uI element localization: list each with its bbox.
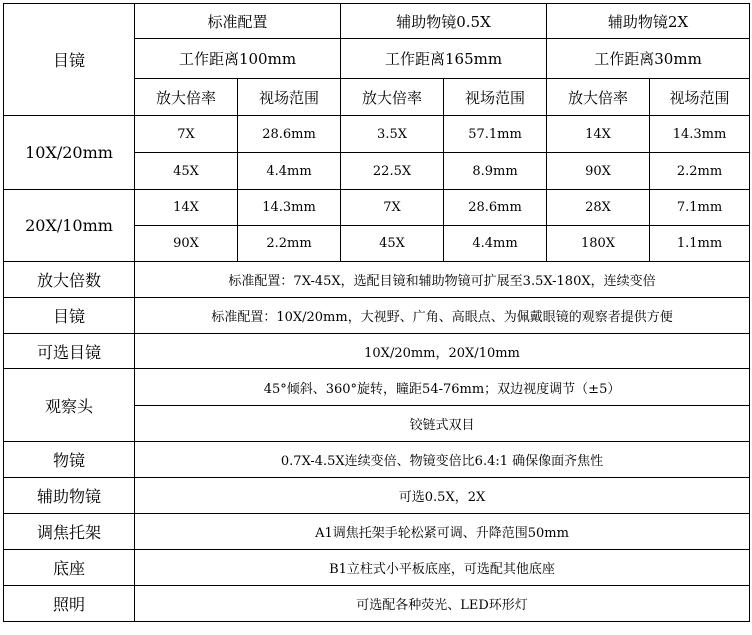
- eyepiece-group-label: 20X/10mm: [4, 190, 135, 262]
- spec-value: 45°倾斜、360°旋转，瞳距54-76mm；双边视度调节（±5）: [135, 369, 750, 406]
- spec-value: 可选配各种荧光、LED环形灯: [135, 586, 750, 622]
- spec-row-observation-head: [4, 369, 750, 406]
- spec-label: 目镜: [4, 298, 135, 334]
- column-header-magnification: 放大倍率: [135, 79, 238, 116]
- column-header-magnification: 放大倍率: [547, 79, 650, 116]
- table-cell: 7X: [341, 190, 444, 226]
- spec-row-optional-eyepiece: [4, 334, 750, 369]
- spec-label: 底座: [4, 550, 135, 586]
- table-row: [4, 116, 750, 153]
- table-cell: 22.5X: [341, 153, 444, 190]
- spec-row-aux-objective: [4, 478, 750, 514]
- spec-row-objective: [4, 442, 750, 478]
- table-cell: 28X: [547, 190, 650, 226]
- spec-value: 可选0.5X，2X: [135, 478, 750, 514]
- spec-value: A1调焦托架手轮松紧可调、升降范围50mm: [135, 514, 750, 550]
- spec-value: 10X/20mm，20X/10mm: [135, 334, 750, 369]
- config-header-aux-2x: 辅助物镜2X: [547, 4, 750, 39]
- eyepiece-header: 目镜: [4, 4, 135, 116]
- spec-row-illumination: [4, 586, 750, 622]
- working-distance-standard: 工作距离100mm: [135, 39, 341, 79]
- table-cell: 8.9mm: [444, 153, 547, 190]
- spec-table: [3, 3, 750, 622]
- spec-row-base: [4, 550, 750, 586]
- table-cell: 28.6mm: [444, 190, 547, 226]
- table-cell: 180X: [547, 226, 650, 262]
- spec-label: 调焦托架: [4, 514, 135, 550]
- table-cell: 4.4mm: [444, 226, 547, 262]
- config-header-standard: 标准配置: [135, 4, 341, 39]
- table-cell: 28.6mm: [238, 116, 341, 153]
- table-cell: 7X: [135, 116, 238, 153]
- eyepiece-group-label: 10X/20mm: [4, 116, 135, 190]
- table-cell: 2.2mm: [238, 226, 341, 262]
- table-cell: 1.1mm: [650, 226, 750, 262]
- header-row-config: [4, 4, 750, 39]
- table-cell: 14.3mm: [650, 116, 750, 153]
- spec-value: 标准配置：10X/20mm，大视野、广角、高眼点、为佩戴眼镜的观察者提供方便: [135, 298, 750, 334]
- spec-value: 0.7X-4.5X连续变倍、物镜变倍比6.4:1 确保像面齐焦性: [135, 442, 750, 478]
- spec-value: B1立柱式小平板底座，可选配其他底座: [135, 550, 750, 586]
- table-cell: 90X: [547, 153, 650, 190]
- table-cell: 90X: [135, 226, 238, 262]
- spec-label: 照明: [4, 586, 135, 622]
- table-row: [4, 190, 750, 226]
- table-cell: 14X: [135, 190, 238, 226]
- spec-label: 观察头: [4, 369, 135, 442]
- column-header-field-of-view: 视场范围: [238, 79, 341, 116]
- column-header-field-of-view: 视场范围: [650, 79, 750, 116]
- spec-label: 物镜: [4, 442, 135, 478]
- table-cell: 57.1mm: [444, 116, 547, 153]
- column-header-magnification: 放大倍率: [341, 79, 444, 116]
- spec-label: 放大倍数: [4, 262, 135, 298]
- working-distance-aux-2x: 工作距离30mm: [547, 39, 750, 79]
- spec-value: 铰链式双目: [135, 406, 750, 442]
- config-header-aux-0-5x: 辅助物镜0.5X: [341, 4, 547, 39]
- table-cell: 14X: [547, 116, 650, 153]
- table-cell: 14.3mm: [238, 190, 341, 226]
- table-cell: 4.4mm: [238, 153, 341, 190]
- table-cell: 3.5X: [341, 116, 444, 153]
- column-header-field-of-view: 视场范围: [444, 79, 547, 116]
- spec-value: 标准配置：7X-45X，选配目镜和辅助物镜可扩展至3.5X-180X，连续变倍: [135, 262, 750, 298]
- table-cell: 45X: [135, 153, 238, 190]
- spec-label: 辅助物镜: [4, 478, 135, 514]
- spec-row-eyepiece: [4, 298, 750, 334]
- table-cell: 7.1mm: [650, 190, 750, 226]
- spec-row-focus-mount: [4, 514, 750, 550]
- spec-label: 可选目镜: [4, 334, 135, 369]
- table-cell: 45X: [341, 226, 444, 262]
- table-cell: 2.2mm: [650, 153, 750, 190]
- spec-row-magnification: [4, 262, 750, 298]
- working-distance-aux-0-5x: 工作距离165mm: [341, 39, 547, 79]
